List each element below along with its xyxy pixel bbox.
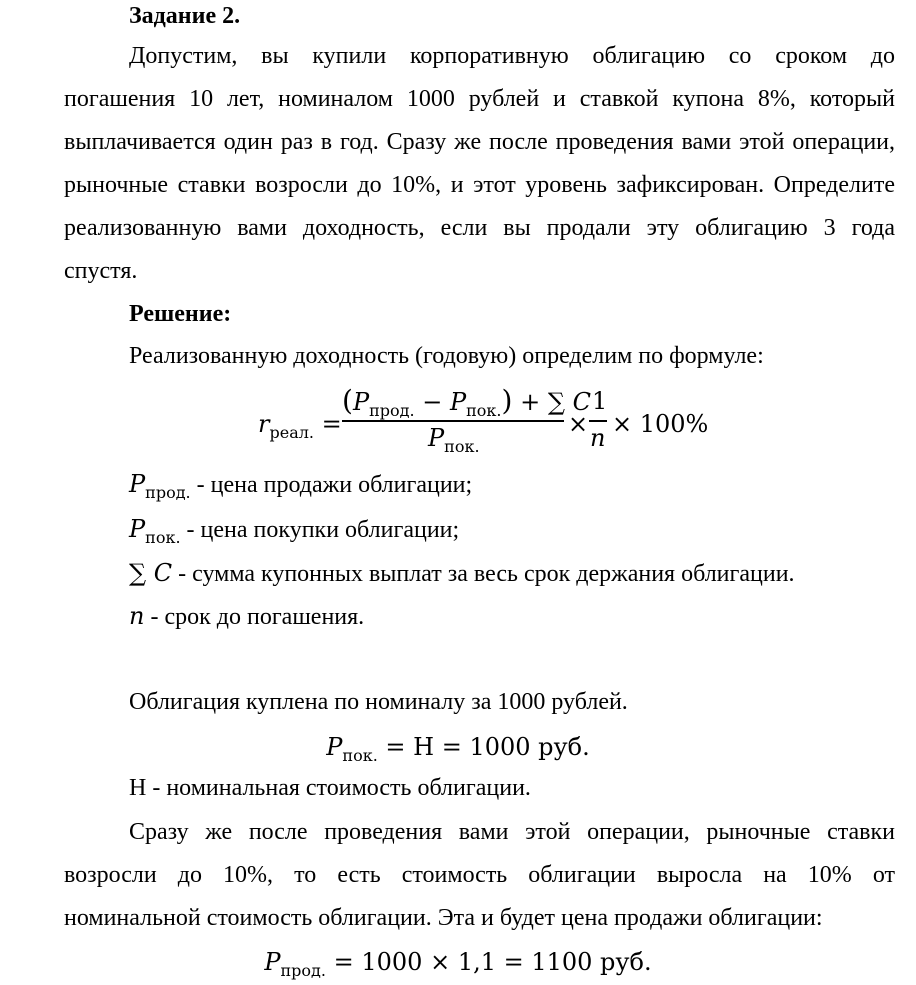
formula-denominator: $P_{пок.}$ xyxy=(428,424,480,456)
task-line-3: выплачивается один раз в год. Сразу же после проведения вами этой операции, xyxy=(64,129,895,155)
formula-lhs: $r_{реал.}$ = xyxy=(258,410,342,442)
definition-p-buy: $P_{пок.}$ - цена покупки облигации; xyxy=(129,515,460,547)
para2-line-3: номинальной стоимость облигации. Эта и будет цена продажи облигации: xyxy=(64,905,823,931)
formula-times-100: × 100% xyxy=(612,410,709,438)
bought-line: Облигация куплена по номиналу за 1000 рублей. xyxy=(129,689,628,715)
task-line-4: рыночные ставки возросли до 10%, и этот уровень зафиксирован. Определите xyxy=(64,172,895,198)
equation-p-buy: $P_{пок.} = Н = 1000$ руб. xyxy=(326,733,590,765)
formula-n: n xyxy=(590,424,606,452)
definition-n: n - срок до погашения. xyxy=(129,602,365,630)
task-line-1: Допустим, вы купили корпоративную облигацию со сроком до xyxy=(129,43,895,69)
para2-line-1: Сразу же после проведения вами этой операции, рыночные ставки xyxy=(129,819,895,845)
task-line-2: погашения 10 лет, номиналом 1000 рублей и ставкой купона 8%, который xyxy=(64,86,895,112)
task-line-6: спустя. xyxy=(64,258,138,284)
formula-intro: Реализованную доходность (годовую) определим по формуле: xyxy=(129,343,764,369)
formula-one: 1 xyxy=(592,387,608,415)
definition-p-sale: $P_{прод.}$ - цена продажи облигации; xyxy=(129,470,473,502)
fraction-bar-small xyxy=(589,420,607,422)
formula-times-1: × xyxy=(568,410,589,438)
fraction-bar-main xyxy=(342,420,564,422)
solution-heading: Решение: xyxy=(129,301,232,327)
formula-numerator: $(P_{прод.} - P_{пок.})$ + ∑ C xyxy=(342,384,591,420)
task-line-5: реализованную вами доходность, если вы продали эту облигацию 3 года xyxy=(64,215,895,241)
nominal-definition: Н - номинальная стоимость облигации. xyxy=(129,775,531,801)
para2-line-2: возросли до 10%, то есть стоимость облигации выросла на 10% от xyxy=(64,862,895,888)
task-heading: Задание 2. xyxy=(129,3,241,29)
definition-sum-c: ∑ C - сумма купонных выплат за весь срок держания облигации. xyxy=(129,559,795,587)
equation-p-sale: $P_{прод.} = 1000 \times 1,1 = 1100$ руб. xyxy=(264,948,652,980)
